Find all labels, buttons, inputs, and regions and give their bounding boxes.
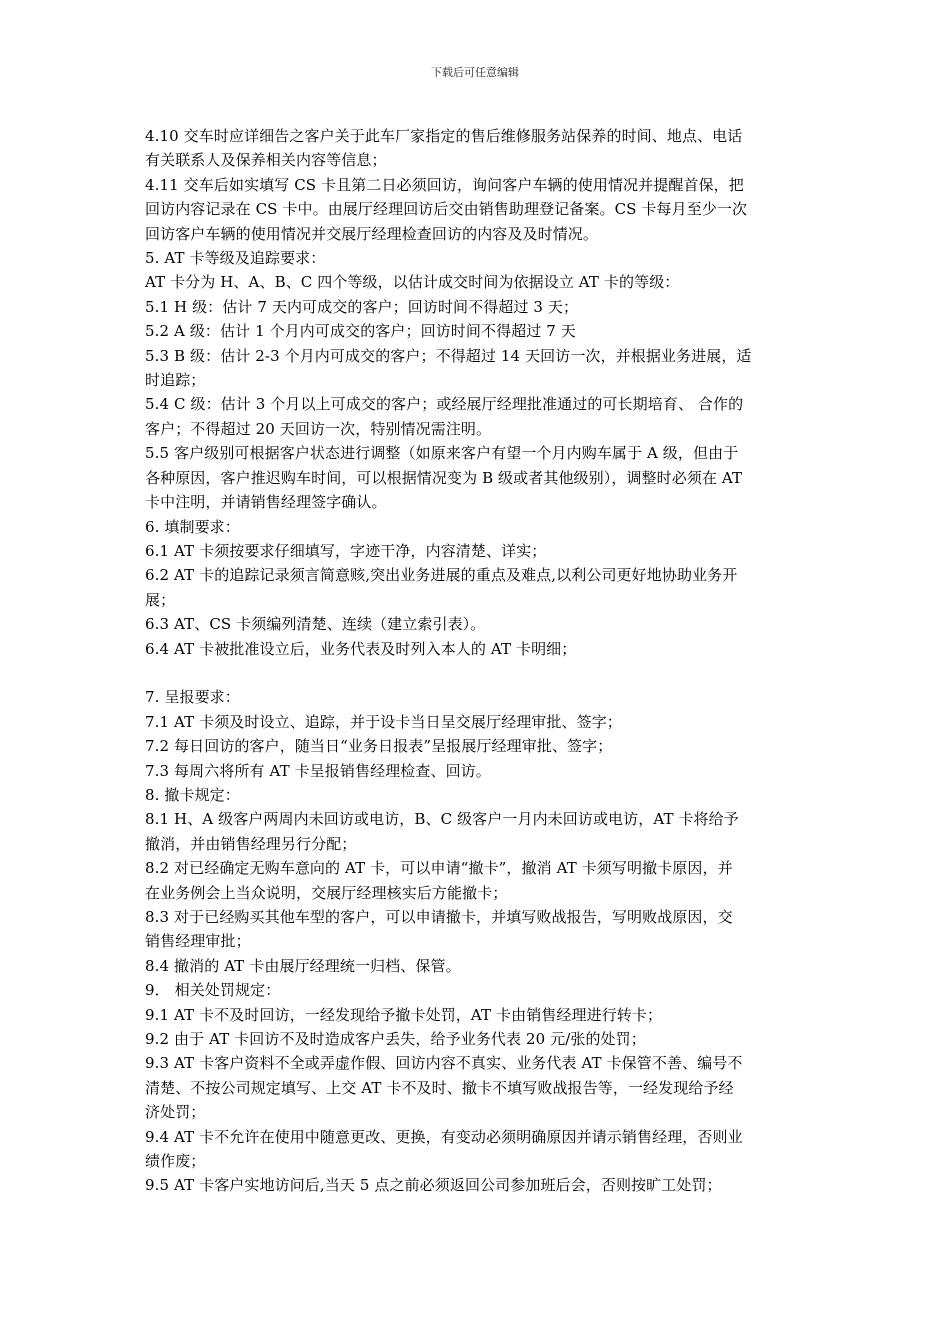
text-line: 客户；不得超过 20 天回访一次，特别情况需注明。 bbox=[145, 419, 492, 438]
text-line: 济处罚； bbox=[145, 1103, 206, 1122]
text-line: 绩作废； bbox=[145, 1152, 206, 1171]
text-line: 7.1 AT 卡须及时设立、追踪，并于设卡当日呈交展厅经理审批、签字； bbox=[145, 712, 622, 731]
text-line: 8.3 对于已经购买其他车型的客户，可以申请撤卡，并填写败战报告，写明败战原因，交 bbox=[145, 907, 733, 926]
text-line: 销售经理审批； bbox=[145, 932, 251, 951]
text-line: 在业务例会上当众说明，交展厅经理核实后方能撤卡； bbox=[145, 883, 508, 902]
text-line: 6.4 AT 卡被批准设立后，业务代表及时列入本人的 AT 卡明细； bbox=[145, 639, 577, 658]
text-line: 5.1 H 级：估计 7 天内可成交的客户；回访时间不得超过 3 天； bbox=[145, 297, 579, 316]
text-line: 卡中注明，并请销售经理签字确认。 bbox=[145, 493, 387, 512]
blank-line bbox=[145, 661, 806, 685]
text-line: 有关联系人及保养相关内容等信息； bbox=[145, 151, 387, 170]
text-line: 8. 撤卡规定： bbox=[145, 785, 240, 804]
text-line: 6.1 AT 卡须按要求仔细填写，字迹干净，内容清楚、详实； bbox=[145, 541, 547, 560]
text-line: 6.2 AT 卡的追踪记录须言简意赅,突出业务进展的重点及难点,以利公司更好地协助业务开 bbox=[145, 566, 738, 585]
text-line: 5.5 客户级别可根据客户状态进行调整（如原来客户有望一个月内购车属于 A 级，但由于 bbox=[145, 444, 739, 463]
text-line: 8.1 H、A 级客户两周内未回访或电访，B、C 级客户一月内未回访或电访，AT 卡将给予 bbox=[145, 810, 739, 829]
text-line: 9.4 AT 卡不允许在使用中随意更改、更换，有变动必须明确原因并请示销售经理，否则业 bbox=[145, 1127, 743, 1146]
text-line: 4.10 交车时应详细告之客户关于此车厂家指定的售后维修服务站保养的时间、地点、电话 bbox=[145, 127, 743, 145]
text-line: 9.2 由于 AT 卡回访不及时造成客户丢失，给予业务代表 20 元/张的处罚； bbox=[145, 1030, 646, 1049]
text-line: 6.3 AT、CS 卡须编列清楚、连续（建立索引表）。 bbox=[145, 615, 486, 634]
text-line: 9． 相关处罚规定： bbox=[145, 981, 281, 1000]
text-line: 撤消，并由销售经理另行分配； bbox=[145, 834, 357, 853]
text-line: 7.2 每日回访的客户，随当日“业务日报表”呈报展厅经理审批、签字； bbox=[145, 737, 613, 756]
text-line: 5.3 B 级：估计 2-3 个月内可成交的客户；不得超过 14 天回访一次，并根据业务进展，适 bbox=[145, 346, 752, 365]
text-line: 9.1 AT 卡不及时回访，一经发现给予撤卡处罚，AT 卡由销售经理进行转卡； bbox=[145, 1005, 663, 1024]
text-line: 7. 呈报要求： bbox=[145, 688, 240, 707]
text-line: 时追踪； bbox=[145, 371, 206, 390]
page-header: 下载后可任意编辑 bbox=[431, 66, 519, 79]
text-line: 回访内容记录在 CS 卡中。由展厅经理回访后交由销售助理登记备案。CS 卡每月至少一次 bbox=[145, 200, 748, 219]
text-line: 5.2 A 级：估计 1 个月内可成交的客户；回访时间不得超过 7 天 bbox=[145, 322, 576, 341]
text-line: 9.3 AT 卡客户资料不全或弄虚作假、回访内容不真实、业务代表 AT 卡保管不善、编号不 bbox=[145, 1054, 743, 1073]
text-line: 9.5 AT 卡客户实地访问后,当天 5 点之前必须返回公司参加班后会，否则按旷工处罚； bbox=[145, 1176, 722, 1195]
text-line: 5.4 C 级：估计 3 个月以上可成交的客户；或经展厅经理批准通过的可长期培育、 合作的 bbox=[145, 395, 744, 414]
text-line: 6. 填制要求： bbox=[145, 517, 240, 536]
text-line: 5. AT 卡等级及追踪要求： bbox=[145, 249, 326, 268]
text-line: AT 卡分为 H、A、B、C 四个等级，以估计成交时间为依据设立 AT 卡的等级： bbox=[145, 273, 680, 292]
text-line: 4.11 交车后如实填写 CS 卡且第二日必须回访，询问客户车辆的使用情况并提醒首保，把 bbox=[145, 175, 744, 194]
text-line: 8.4 撤消的 AT 卡由展厅经理统一归档、保管。 bbox=[145, 956, 461, 975]
text-line: 各种原因，客户推迟购车时间，可以根据情况变为 B 级或者其他级别），调整时必须在 AT bbox=[145, 468, 743, 487]
text-line: 回访客户车辆的使用情况并交展厅经理检查回访的内容及及时情况。 bbox=[145, 224, 599, 243]
document-body bbox=[145, 124, 806, 1198]
text-line: 8.2 对已经确定无购车意向的 AT 卡，可以申请“撤卡”，撤消 AT 卡须写明撤卡原因，并 bbox=[145, 859, 733, 878]
text-line: 7.3 每周六将所有 AT 卡呈报销售经理检查、回访。 bbox=[145, 761, 491, 780]
text-line: 清楚、不按公司规定填写、上交 AT 卡不及时、撤卡不填写败战报告等，一经发现给予经 bbox=[145, 1078, 734, 1097]
text-line: 展； bbox=[145, 590, 176, 609]
